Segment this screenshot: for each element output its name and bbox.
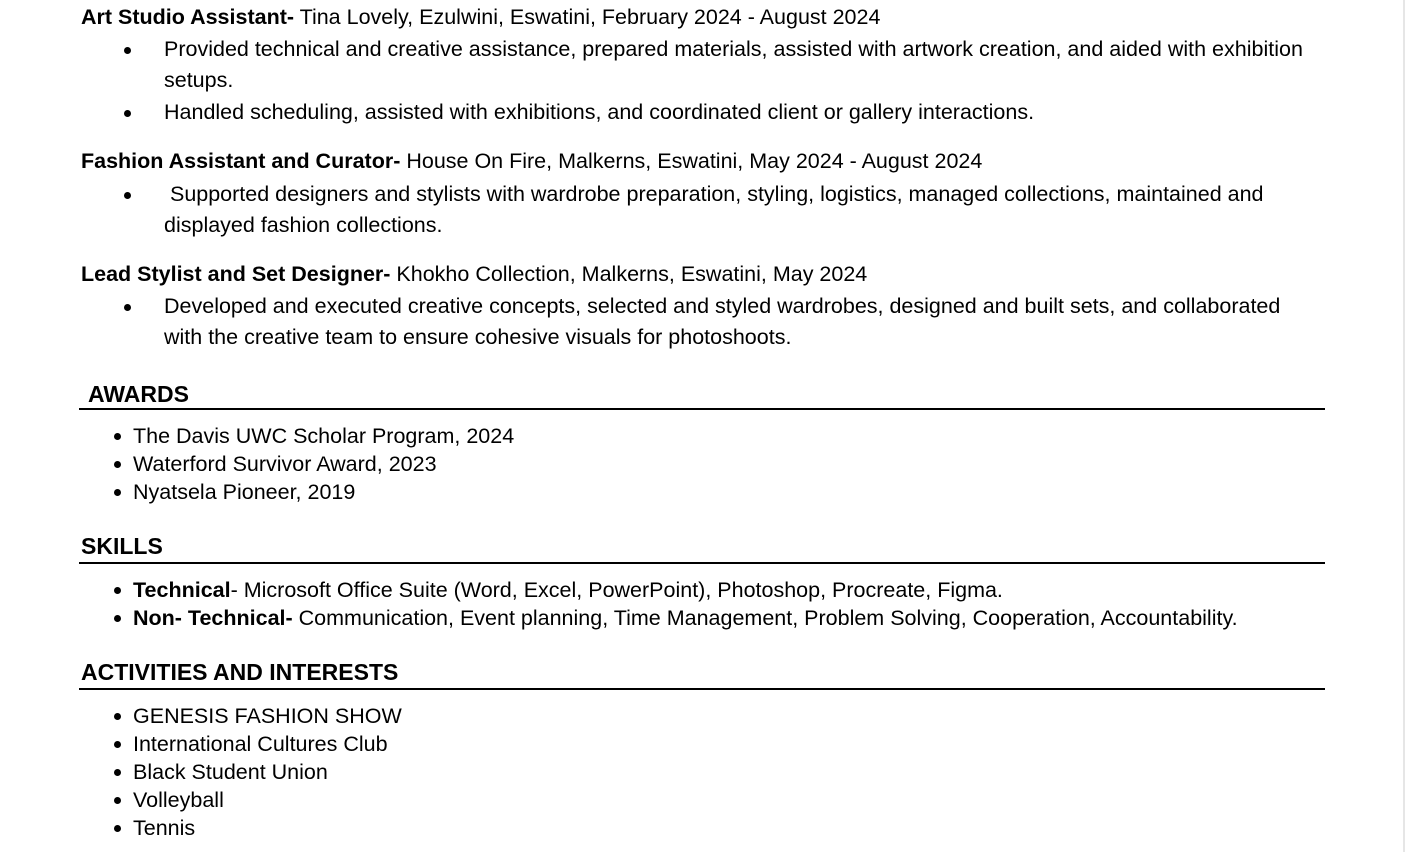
- bullet-dot: [114, 713, 121, 720]
- job-role: Lead Stylist and Set Designer-: [81, 262, 391, 286]
- list-item: Black Student Union: [113, 758, 402, 786]
- bullet-dot: [114, 615, 121, 622]
- skill-text: - Microsoft Office Suite (Word, Excel, PowerPoint), Photoshop, Procreate, Figma.: [230, 578, 1003, 602]
- bullet-dot: [114, 489, 121, 496]
- bullet-dot: [114, 433, 121, 440]
- section-heading-skills: SKILLS: [81, 533, 163, 559]
- skill-label: Technical: [133, 578, 231, 602]
- skills-list: [113, 576, 1238, 632]
- job-bullet: Provided technical and creative assistance, prepared materials, assisted with artwork creation, and aided with exhibition setups.: [164, 37, 1303, 92]
- bullet-dot: [114, 769, 121, 776]
- list-item: Nyatsela Pioneer, 2019: [113, 478, 514, 506]
- list-item: Tennis: [113, 814, 402, 842]
- bullet-dot: [124, 304, 131, 311]
- section-heading-activities: ACTIVITIES AND INTERESTS: [81, 659, 399, 685]
- job-entry-fashion-assistant: [81, 148, 982, 174]
- list-item: The Davis UWC Scholar Program, 2024: [113, 422, 514, 450]
- section-divider: [79, 562, 1325, 564]
- bullet-dot: [114, 461, 121, 468]
- bullet-dot: [124, 110, 131, 117]
- job-bullet: Supported designers and stylists with wardrobe preparation, styling, logistics, managed collections, maintained and displayed fashion collections.: [164, 182, 1264, 237]
- job-bullet: Handled scheduling, assisted with exhibitions, and coordinated client or gallery interactions.: [164, 100, 1035, 124]
- list-item: Volleyball: [113, 786, 402, 814]
- bullet-dot: [124, 47, 131, 54]
- list-item: [113, 576, 1238, 604]
- list-item: [113, 604, 1238, 632]
- list-item: International Cultures Club: [113, 730, 402, 758]
- job-bullet: Developed and executed creative concepts, selected and styled wardrobes, designed and built sets, and collaborated with the creative team to ensure cohesive visuals for photoshoots.: [164, 294, 1281, 349]
- bullet-dot: [114, 797, 121, 804]
- job-role: Art Studio Assistant-: [81, 5, 295, 29]
- list-item: GENESIS FASHION SHOW: [113, 702, 402, 730]
- awards-list: [113, 422, 514, 506]
- job-entry-lead-stylist: [81, 261, 867, 287]
- section-heading-awards: AWARDS: [88, 381, 189, 407]
- bullet-dot: [124, 192, 131, 199]
- bullet-dot: [114, 587, 121, 594]
- job-details: Tina Lovely, Ezulwini, Eswatini, February 2024 - August 2024: [294, 5, 881, 29]
- skill-text: Communication, Event planning, Time Management, Problem Solving, Cooperation, Accountability.: [292, 606, 1238, 630]
- job-details: House On Fire, Malkerns, Eswatini, May 2024 - August 2024: [400, 149, 983, 173]
- section-divider: [79, 688, 1325, 690]
- job-role: Fashion Assistant and Curator-: [81, 149, 401, 173]
- job-details: Khokho Collection, Malkerns, Eswatini, May 2024: [390, 262, 868, 286]
- section-divider: [79, 408, 1325, 410]
- bullet-dot: [114, 825, 121, 832]
- job-entry-art-studio-assistant: [81, 4, 880, 30]
- activities-list: [113, 702, 402, 842]
- bullet-dot: [114, 741, 121, 748]
- skill-label: Non- Technical-: [133, 606, 293, 630]
- list-item: Waterford Survivor Award, 2023: [113, 450, 514, 478]
